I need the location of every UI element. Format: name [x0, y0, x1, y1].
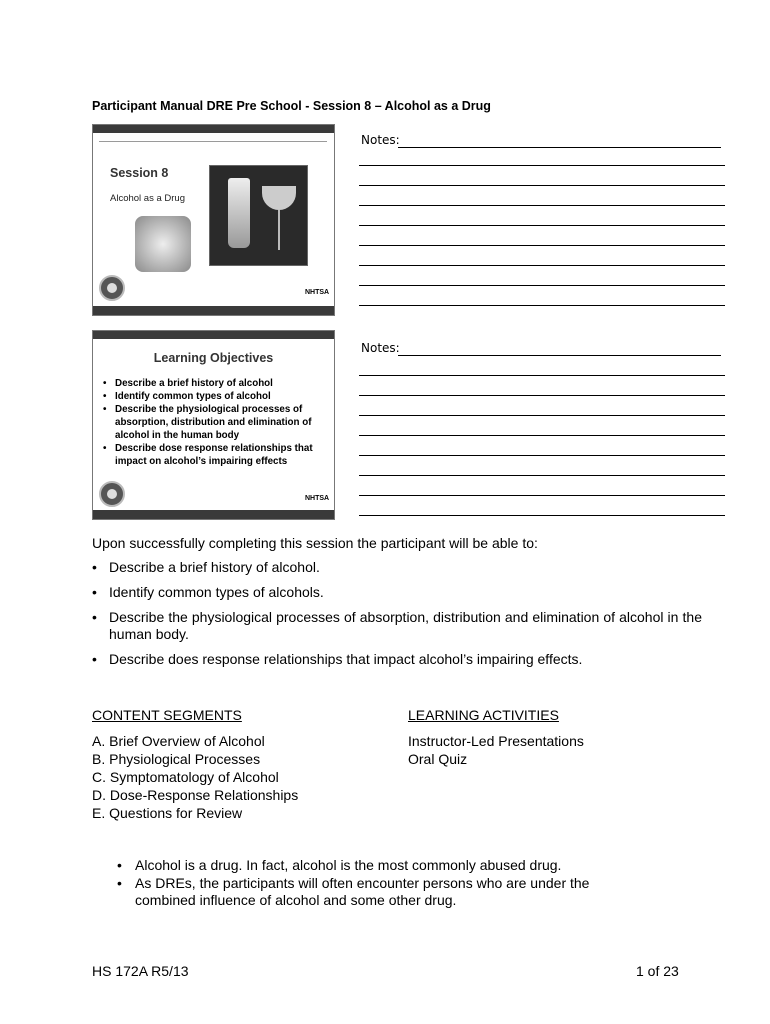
cocktail-photo	[209, 165, 308, 266]
content-segments-heading: CONTENT SEGMENTS	[92, 707, 242, 723]
glass-image	[228, 178, 250, 248]
notes-line	[398, 355, 721, 356]
glass-image	[262, 186, 296, 210]
notes-line	[359, 395, 725, 396]
notes-line	[359, 265, 725, 266]
learning-activities-heading: LEARNING ACTIVITIES	[408, 707, 559, 723]
notes-line	[359, 205, 725, 206]
list-item: • As DREs, the participants will often encounter persons who are under the combined influence of alcohol and some other drug.	[117, 875, 637, 909]
notes-line	[359, 435, 725, 436]
notes-line	[359, 225, 725, 226]
slide-divider	[99, 141, 327, 142]
notes-line	[359, 305, 725, 306]
list-item: D. Dose-Response Relationships	[92, 787, 299, 803]
notes-line	[359, 455, 725, 456]
notes-label: Notes:	[361, 341, 400, 355]
list-item: • Describe does response relationships that impact alcohol’s impairing effects.	[92, 651, 702, 668]
slide-footer-bar	[93, 306, 334, 315]
notes-line	[359, 185, 725, 186]
notes-line	[359, 245, 725, 246]
page-title: Participant Manual DRE Pre School - Session 8 – Alcohol as a Drug	[92, 99, 491, 113]
list-item: • Describe a brief history of alcohol.	[92, 559, 702, 576]
slide-objective-list	[99, 377, 331, 468]
slide-subtitle: Alcohol as a Drug	[110, 193, 185, 204]
notes-line	[359, 475, 725, 476]
notes-line	[398, 147, 721, 148]
dre-seal-logo	[99, 481, 125, 507]
notes-line	[359, 375, 725, 376]
list-item: B. Physiological Processes	[92, 751, 261, 767]
list-item: • Describe the physiological processes of absorption, distribution and elimination of alcohol in the human body.	[92, 609, 702, 643]
notes-line	[359, 285, 725, 286]
slide-title: Learning Objectives	[153, 351, 274, 365]
nhtsa-logo: NHTSA	[305, 289, 330, 296]
list-item: • Describe a brief history of alcohol	[99, 377, 331, 390]
intro-text: Upon successfully completing this session the participant will be able to:	[92, 535, 538, 551]
nhtsa-logo: NHTSA	[305, 495, 330, 502]
notes-label: Notes:	[361, 133, 400, 147]
slide-learning-objectives	[92, 330, 335, 520]
tumbler-photo	[135, 216, 191, 272]
notes-line	[359, 415, 725, 416]
learning-activities-list	[408, 732, 584, 768]
notes-line	[359, 165, 725, 166]
slide-header-bar	[93, 331, 334, 339]
slide-footer-bar	[93, 510, 334, 519]
list-item: • Alcohol is a drug. In fact, alcohol is the most commonly abused drug.	[117, 857, 637, 874]
list-item: Oral Quiz	[408, 751, 468, 767]
list-item: • Describe dose response relationships that impact on alcohol’s impairing effects	[99, 442, 331, 468]
list-item: • Identify common types of alcohol	[99, 390, 331, 403]
document-id: HS 172A R5/13	[92, 963, 189, 979]
slide-header-bar	[93, 125, 334, 133]
content-segments-list	[92, 732, 298, 822]
list-item: A. Brief Overview of Alcohol	[92, 733, 265, 749]
page-number: 1 of 23	[636, 963, 679, 979]
list-item: • Describe the physiological processes of absorption, distribution and elimination of alcohol in the human body	[99, 403, 331, 442]
dre-seal-logo	[99, 275, 125, 301]
list-item: • Identify common types of alcohols.	[92, 584, 702, 601]
instructor-notes-list	[117, 857, 637, 910]
slide-title: Session 8	[110, 166, 169, 180]
objectives-list	[92, 559, 702, 676]
notes-line	[359, 495, 725, 496]
glass-stem	[278, 210, 280, 250]
notes-line	[359, 515, 725, 516]
list-item: C. Symptomatology of Alcohol	[92, 769, 279, 785]
list-item: E. Questions for Review	[92, 805, 243, 821]
list-item: Instructor-Led Presentations	[408, 733, 584, 749]
slide-session-8	[92, 124, 335, 316]
